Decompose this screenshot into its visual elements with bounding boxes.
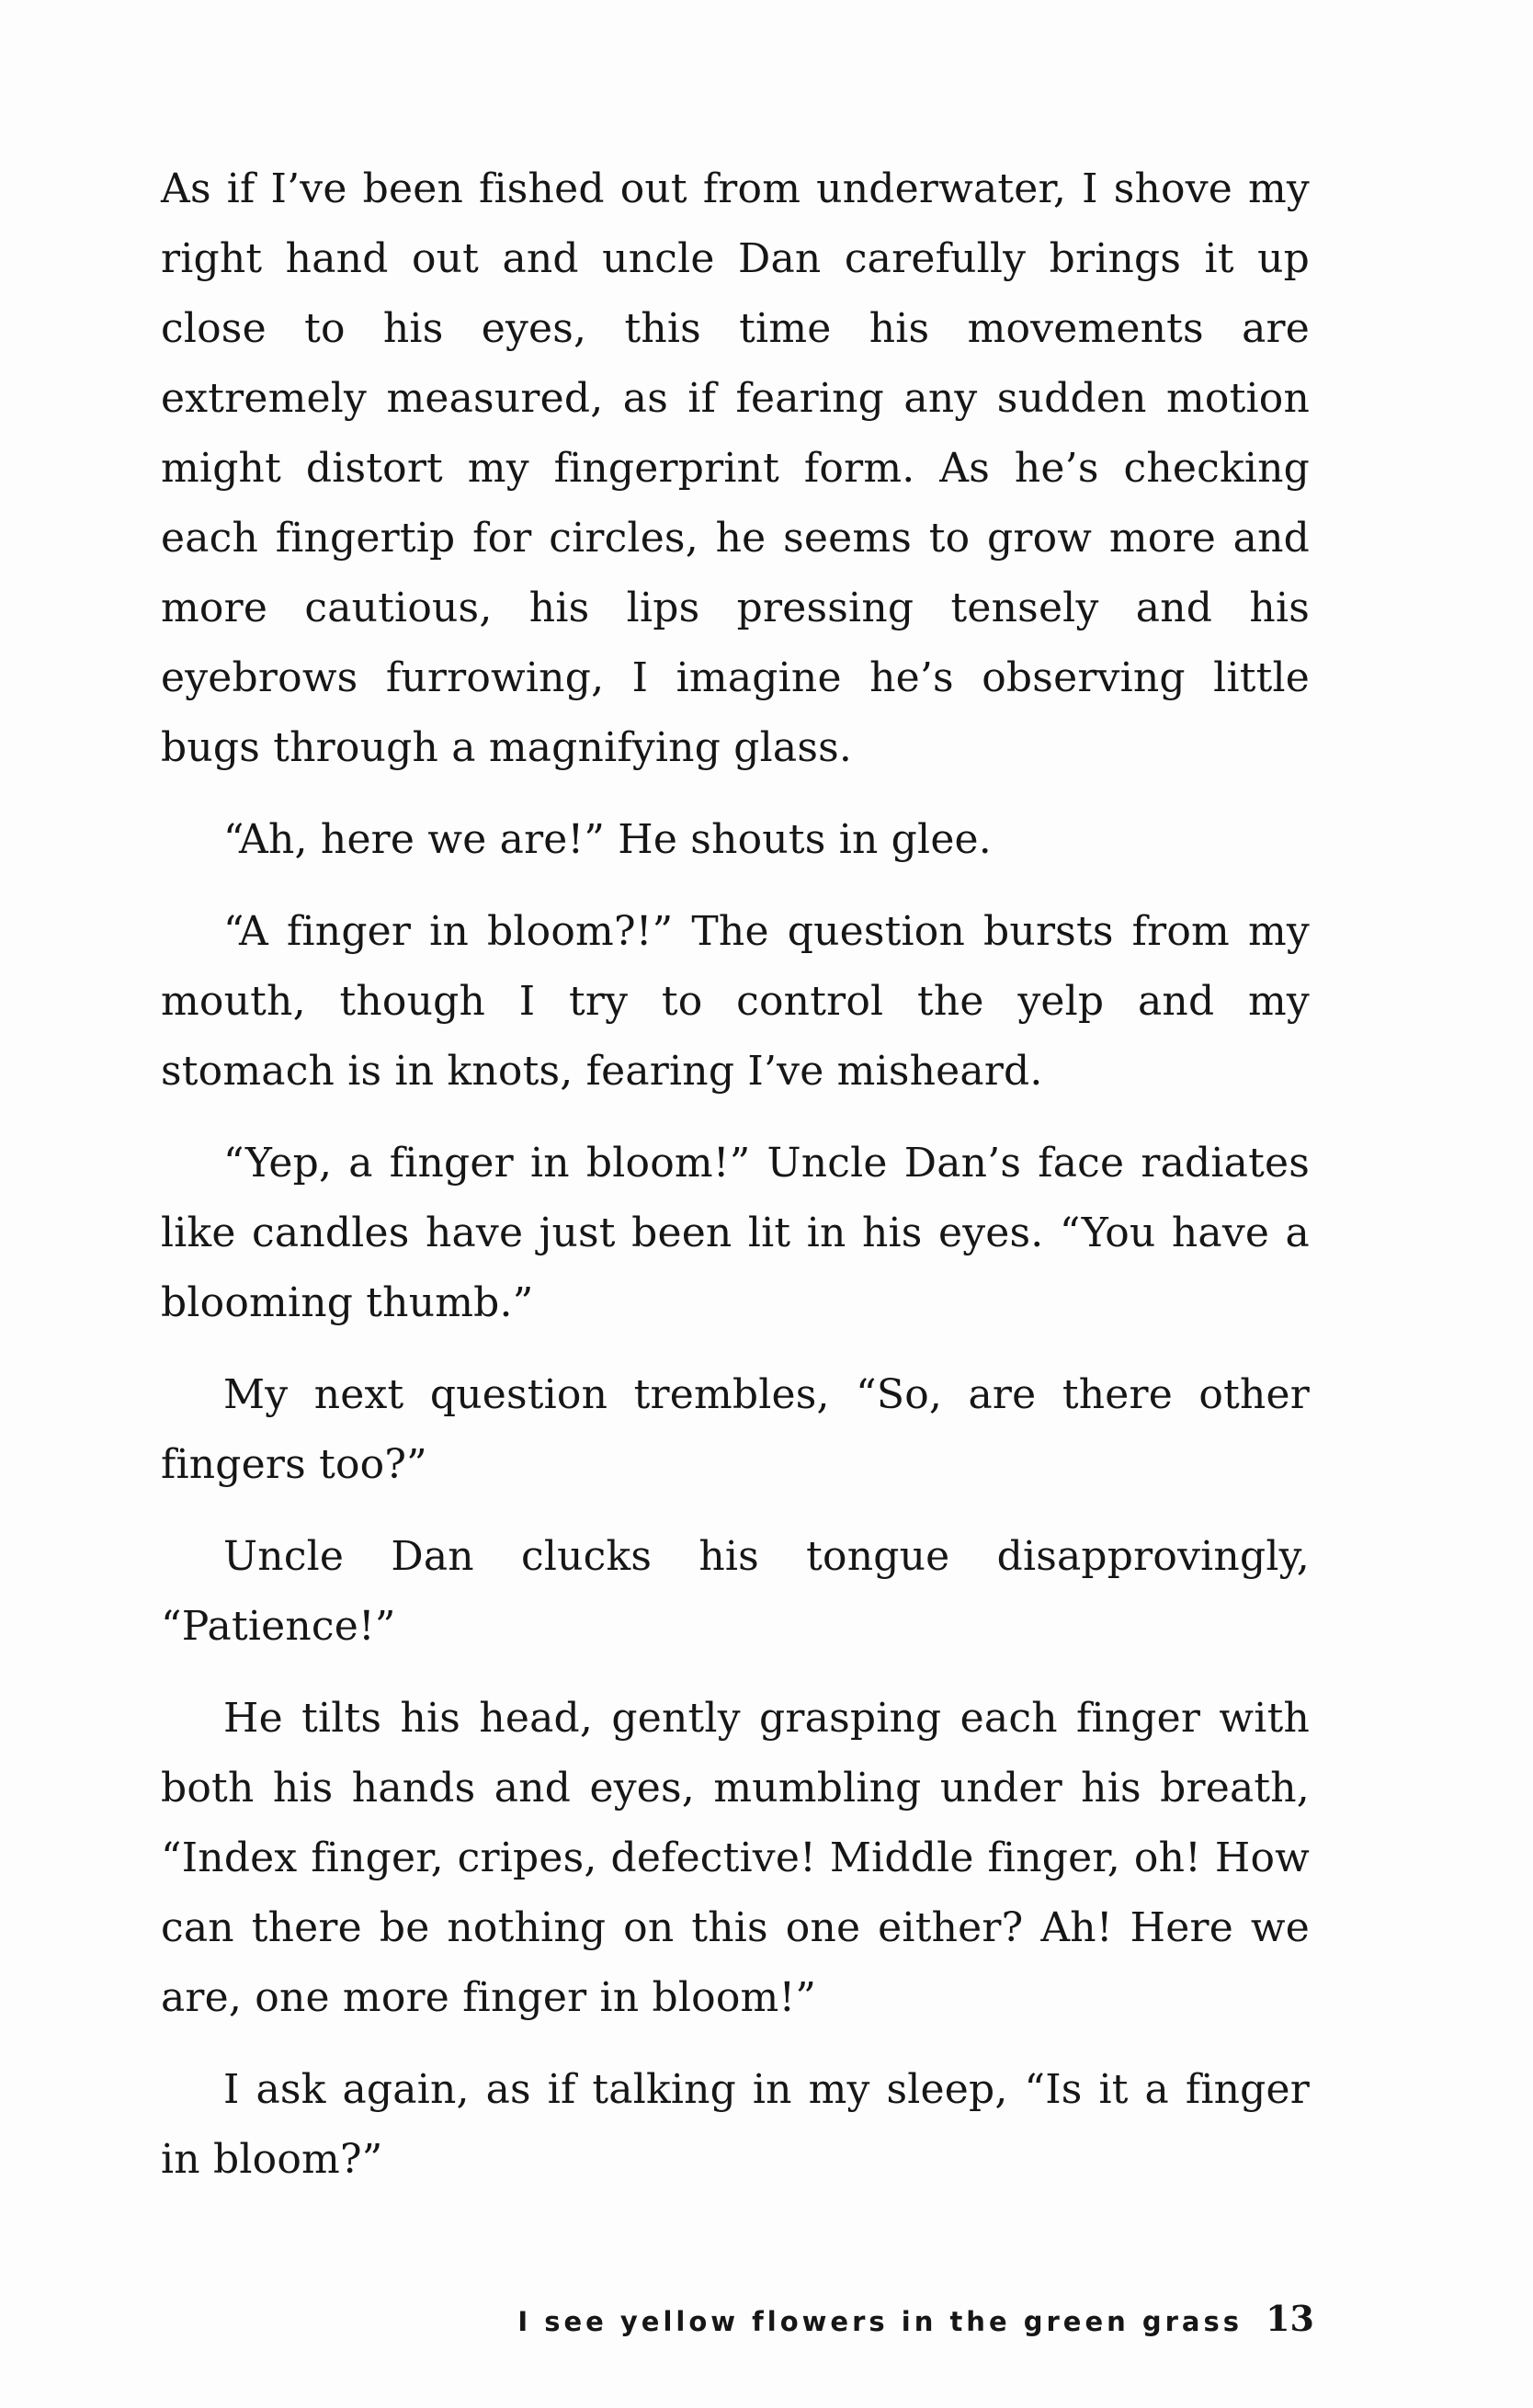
running-title: I see yellow flowers in the green grass <box>517 2306 1243 2337</box>
page-footer <box>161 2298 1314 2339</box>
paragraph-8: I ask again, as if talking in my sleep, “Is it a finger in bloom?” <box>161 2066 1310 2183</box>
page-number: 13 <box>1266 2298 1314 2339</box>
paragraph-6: Uncle Dan clucks his tongue disapprovingly, “Patience!” <box>161 1533 1310 1650</box>
paragraph-5: My next question trembles, “So, are there other fingers too?” <box>161 1371 1310 1488</box>
paragraph-7: He tilts his head, gently grasping each finger with both his hands and eyes, mumbling under his breath, “Index finger, cripes, defective! Middle finger, oh! How can there be nothing on this one either? Ah! Here we are, one more finger in bloom!” <box>161 1695 1310 2021</box>
paragraph-3: “A finger in bloom?!” The question bursts from my mouth, though I try to control the yelp and my stomach is in knots, fearing I’ve misheard. <box>161 908 1310 1095</box>
paragraph-2: “Ah, here we are!” He shouts in glee. <box>223 816 992 863</box>
paragraph-4: “Yep, a finger in bloom!” Uncle Dan’s face radiates like candles have just been lit in his eyes. “You have a blooming thumb.” <box>161 1140 1310 1326</box>
paragraph-1: As if I’ve been fished out from underwater, I shove my right hand out and uncle Dan carefully brings it up close to his eyes, this time his movements are extremely measured, as if fearing any sudden motion might distort my fingerprint form. As he’s checking each fingertip for circles, he seems to grow more and more cautious, his lips pressing tensely and his eyebrows furrowing, I imagine he’s observing little bugs through a magnifying glass. <box>161 165 1310 771</box>
body-text <box>161 154 1310 2217</box>
